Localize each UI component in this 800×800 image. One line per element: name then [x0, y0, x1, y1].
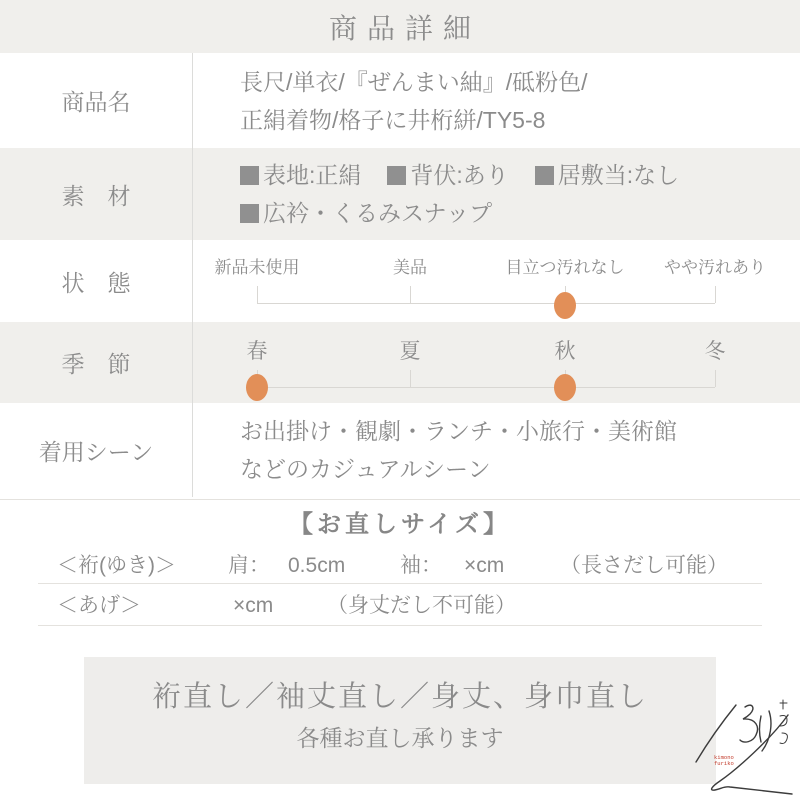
material-line2: [240, 194, 800, 232]
logo-red-text-line2: furiko: [714, 760, 734, 767]
season-option-autumn: 秋: [554, 340, 576, 363]
scene-value: [193, 403, 800, 497]
material-item-text: 表地:正絹: [263, 162, 362, 188]
material-item-text: 居敷当:なし: [557, 162, 680, 188]
logo-stroke-fu: [740, 705, 757, 742]
row-scene: [0, 403, 800, 497]
filled-square-icon: [240, 166, 259, 185]
product-name-line2: 正絹着物/格子に井桁絣/TY5-8: [240, 106, 546, 133]
season-selected-dot-autumn: [554, 374, 576, 401]
rule-under-age: [38, 625, 762, 626]
season-scale-line: [257, 387, 715, 388]
repair-banner: [84, 657, 716, 784]
material-line1: [240, 156, 800, 194]
material-item-text: 背伏:あり: [410, 162, 509, 188]
scene-line1: お出掛け・観劇・ランチ・小旅行・美術館: [240, 418, 677, 444]
resize-row-age: [0, 592, 800, 620]
season-option-spring: 春: [246, 340, 268, 363]
row-condition: [0, 240, 800, 322]
condition-option-excellent: 美品: [393, 258, 427, 277]
age-value: ×cm: [233, 594, 274, 617]
age-note: （身丈だし不可能）: [327, 594, 516, 617]
product-name-value: [193, 53, 800, 148]
row-material: [0, 148, 800, 240]
condition-tick: [715, 286, 716, 303]
page-title-band: [0, 0, 800, 53]
condition-label: 状 態: [0, 240, 193, 322]
rule-under-yuki: [38, 583, 762, 584]
brand-logo: [688, 696, 798, 800]
material-label: 素 材: [0, 148, 193, 240]
yuki-part1: 肩：: [228, 554, 270, 577]
repair-banner-line1: 裄直し／袖丈直し／身丈、身巾直し: [151, 681, 648, 713]
yuki-note: （長さだし可能）: [560, 554, 728, 577]
condition-option-some-stain: やや汚れあり: [664, 258, 766, 277]
season-option-winter: 冬: [704, 340, 726, 363]
scene-line2: などのカジュアルシーン: [240, 456, 491, 482]
material-item-text: 広衿・くるみスナップ: [263, 200, 493, 226]
season-tick: [410, 370, 411, 387]
page-title: 商品詳細: [328, 12, 481, 44]
resize-row-yuki: [0, 552, 800, 580]
condition-tick: [410, 286, 411, 303]
resize-section-heading: 【お直しサイズ】: [288, 511, 512, 538]
product-name-label: 商品名: [0, 53, 193, 148]
logo-kana-ki: [780, 700, 787, 709]
condition-scale-line: [257, 303, 715, 304]
row-season: [0, 322, 800, 403]
product-name-line1: 長尺/単衣/『ぜんまい紬』/砥粉色/: [240, 68, 588, 95]
material-value: [193, 148, 800, 240]
material-item: [535, 156, 679, 194]
filled-square-icon: [535, 166, 554, 185]
season-option-summer: 夏: [399, 340, 421, 363]
season-tick: [715, 370, 716, 387]
age-name: ＜あげ＞: [57, 594, 141, 617]
logo-kana-no: [780, 733, 787, 744]
repair-banner-line2: 各種お直し承ります: [296, 725, 504, 751]
material-item: [387, 156, 508, 194]
yuki-value2: ×cm: [464, 554, 505, 577]
condition-scale: [193, 240, 800, 322]
filled-square-icon: [240, 204, 259, 223]
logo-stroke-ri-left: [760, 716, 762, 742]
product-detail-table: [0, 53, 800, 497]
season-label: 季 節: [0, 322, 193, 403]
material-item: [240, 156, 361, 194]
condition-option-new: 新品未使用: [214, 258, 300, 277]
material-item: [240, 194, 492, 232]
yuki-name: ＜裄(ゆき)＞: [57, 554, 176, 577]
condition-selected-dot: [554, 292, 576, 319]
condition-tick: [257, 286, 258, 303]
section-divider: [0, 499, 800, 500]
filled-square-icon: [387, 166, 406, 185]
scene-label: 着用シーン: [0, 403, 193, 497]
season-scale: [193, 322, 800, 403]
logo-red-text-line1: kimono: [714, 754, 734, 761]
logo-stroke-ri-right: [762, 711, 771, 751]
yuki-part2: 袖：: [400, 554, 442, 577]
condition-option-no-stain: 目立つ汚れなし: [505, 258, 625, 277]
season-selected-dot-spring: [246, 374, 268, 401]
yuki-value1: 0.5cm: [288, 554, 346, 577]
row-product-name: [0, 53, 800, 148]
